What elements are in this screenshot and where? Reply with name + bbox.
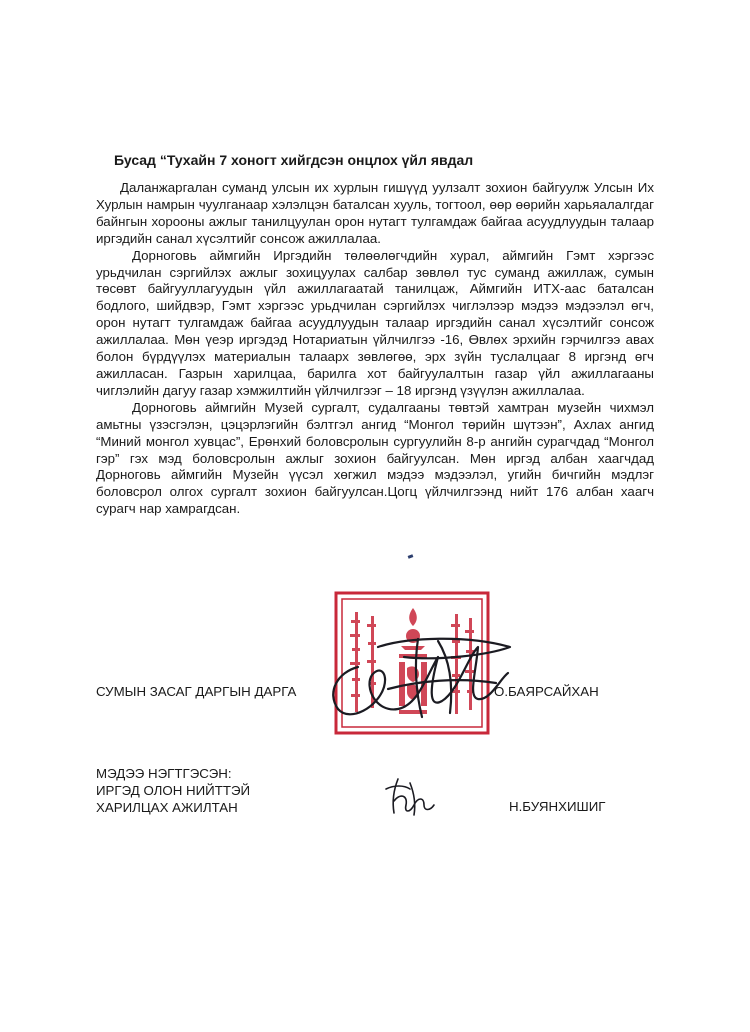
chief-title: СУМЫН ЗАСАГ ДАРГЫН ДАРГА [96, 684, 297, 699]
paragraph-1: Даланжаргалан суманд улсын их хурлын гишүүд уулзалт зохион байгуулж Улсын Их Хурлын намрын чуулганаар хэлэлцэн баталсан хууль, тогтоол, өөр өөрийн харьяалалгдаг байнгын хорооны ажлыг танилцуулан орон нутагт тулгамдаж байгаа асуудлуудын талаар иргэдийн санал хүсэлтийг сонсож ажиллалаа. [96, 180, 654, 246]
document-heading: Бусад “Тухайн 7 хоногт хийгдсэн онцлох үйл явдал [114, 152, 474, 168]
reporter-title-block [96, 765, 250, 816]
reporter-signature [380, 775, 440, 824]
chief-signature [318, 617, 518, 732]
paragraph-2: Дорноговь аймгийн Иргэдийн төлөөлөгчдийн хурал, аймгийн Гэмт хэргээс урьдчилан сэргийлэх ажлыг зохицуулах салбар зөвлөл тус суманд ажиллаж, сумын төсөвт байгууллагуудын үйл ажиллагаатай танилцаж, Аймгийн ИТХ-аас баталсан бодлого, шийдвэр, Гэмт хэргээс урьдчилан сэргийлэх чиглэлээр мэдээ мэдээлэл өгч, орон нутагт тулгамдаж байгаа асуудлуудын талаар иргэдийн санал хүсэлтийг сонсож ажиллалаа. Мөн үеэр иргэдэд Нотариатын үйлчилгээ -16, Өвлөх эрхийн гэрчилгээ авах болон бүрдүүлэх материалын талаарх зөвлөгөө, эрх зүйн туслалцааг 8 иргэнд өгч ажилласан. Газрын харилцаа, барилга хот байгуулалтын газар үйл ажиллагааны чиглэлийн дагуу газар хэмжилтийн үйлчилгээг – 18 иргэнд үзүүлэн ажиллалаа. [96, 247, 654, 398]
paragraph-3: Дорноговь аймгийн Музей сургалт, судалгааны төвтэй хамтран музейн чихмэл амьтны үзэсгэлэн, цэцэрлэгийн бэлтгэл ангид “Монгол төрийн шүтээн”, Ахлах ангид “Миний монгол хувцас”, Ерөнхий боловсролын сургуулийн 8-р ангийн сурагчдад “Монгол гэр” гэх мэд боловсролын ажлыг зохион байгуулсан. Мөн иргэд албан хаагчдад Дорноговь аймгийн Музейн үүсэл хөгжил мэдээ мэдээлэл, угийн бичгийн мэдлэг боловсрол олгох сургалт зохион байгуулсан.Цогц үйлчилгээнд нийт 176 албан хаагч сурагч нар хамрагдсан. [96, 399, 654, 517]
reporter-line-1: МЭДЭЭ НЭГТГЭСЭН: [96, 766, 232, 781]
ink-speck [408, 554, 414, 559]
reporter-line-3: ХАРИЛЦАХ АЖИЛТАН [96, 800, 238, 815]
document-body [96, 180, 654, 518]
chief-name: О.БАЯРСАЙХАН [494, 684, 599, 699]
reporter-name: Н.БУЯНХИШИГ [509, 799, 606, 814]
reporter-line-2: ИРГЭД ОЛОН НИЙТТЭЙ [96, 783, 251, 798]
